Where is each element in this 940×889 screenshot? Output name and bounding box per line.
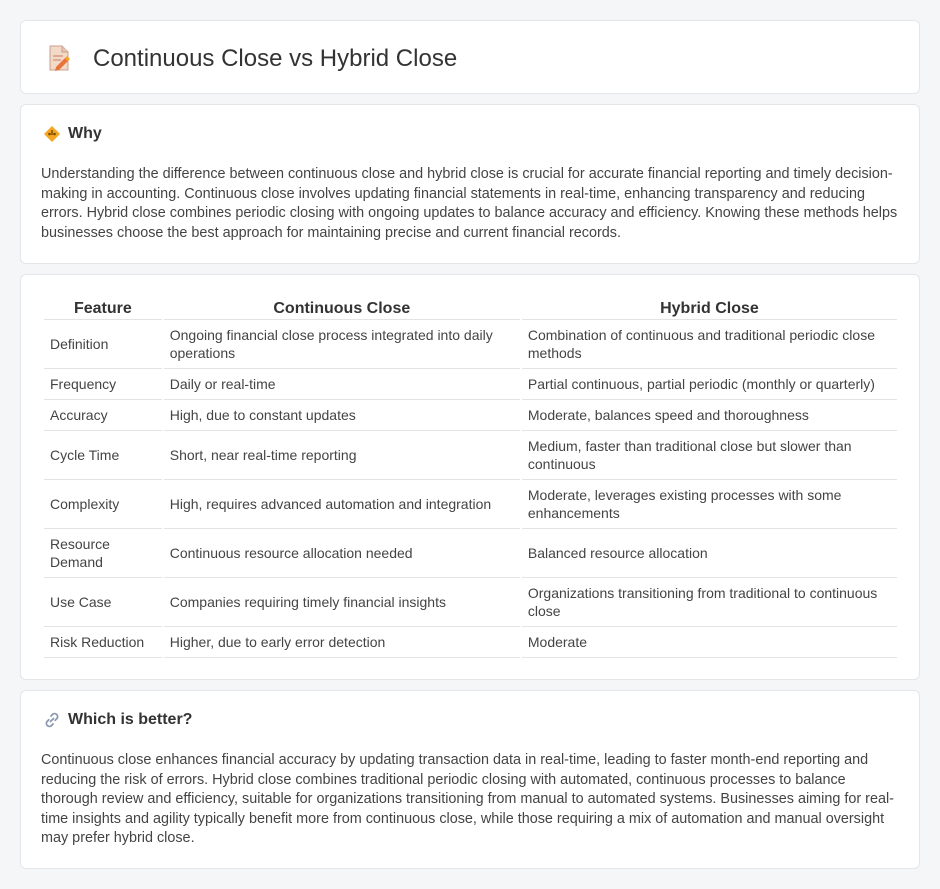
page-title: Continuous Close vs Hybrid Close [93, 45, 458, 72]
continuous-cell: Companies requiring timely financial insights [164, 578, 520, 627]
hybrid-cell: Moderate, balances speed and thoroughness [522, 400, 897, 431]
feature-cell: Risk Reduction [44, 627, 162, 658]
hybrid-cell: Medium, faster than traditional close but slower than continuous [522, 431, 897, 480]
table-row [44, 431, 897, 480]
page-header [47, 42, 457, 74]
table-header-row [44, 295, 897, 320]
continuous-cell: Continuous resource allocation needed [164, 529, 520, 578]
column-header-feature: Feature [44, 295, 162, 320]
feature-cell: Resource Demand [44, 529, 162, 578]
column-header-hybrid: Hybrid Close [522, 295, 897, 320]
feature-cell: Cycle Time [44, 431, 162, 480]
document-edit-icon [47, 43, 71, 73]
feature-cell: Use Case [44, 578, 162, 627]
feature-cell: Frequency [44, 369, 162, 400]
diamond-warning-icon [43, 125, 61, 143]
table-row [44, 480, 897, 529]
continuous-cell: Ongoing financial close process integrated into daily operations [164, 320, 520, 369]
table-row [44, 320, 897, 369]
continuous-cell: Daily or real-time [164, 369, 520, 400]
continuous-cell: Short, near real-time reporting [164, 431, 520, 480]
better-heading-row [43, 711, 192, 729]
table-row [44, 369, 897, 400]
better-section [20, 690, 920, 869]
comparison-table [42, 295, 899, 658]
hybrid-cell: Organizations transitioning from traditional to continuous close [522, 578, 897, 627]
why-heading-row [43, 125, 102, 143]
continuous-cell: High, due to constant updates [164, 400, 520, 431]
feature-cell: Complexity [44, 480, 162, 529]
why-text: Understanding the difference between continuous close and hybrid close is crucial for accurate financial reporting and timely decision-making in accounting. Continuous close involves updating financial statements in real-time, enhancing transparency and reducing errors. Hybrid close combines periodic closing with ongoing updates to balance accuracy and efficiency. Knowing these methods helps businesses choose the best approach for maintaining precise and current financial records. [41, 166, 898, 241]
hybrid-cell: Moderate [522, 627, 897, 658]
better-heading: Which is better? [68, 711, 193, 728]
column-header-continuous: Continuous Close [164, 295, 520, 320]
hybrid-cell: Balanced resource allocation [522, 529, 897, 578]
hybrid-cell: Combination of continuous and traditional periodic close methods [522, 320, 897, 369]
hybrid-cell: Partial continuous, partial periodic (monthly or quarterly) [522, 369, 897, 400]
feature-cell: Definition [44, 320, 162, 369]
feature-cell: Accuracy [44, 400, 162, 431]
table-row [44, 627, 897, 658]
table-row [44, 529, 897, 578]
why-section [20, 104, 920, 264]
why-heading: Why [68, 125, 102, 142]
table-row [44, 578, 897, 627]
continuous-cell: Higher, due to early error detection [164, 627, 520, 658]
continuous-cell: High, requires advanced automation and integration [164, 480, 520, 529]
hybrid-cell: Moderate, leverages existing processes with some enhancements [522, 480, 897, 529]
comparison-card [20, 274, 920, 680]
link-icon [43, 711, 61, 729]
better-text: Continuous close enhances financial accuracy by updating transaction data in real-time, leading to faster month-end reporting and reducing the risk of errors. Hybrid close combines traditional periodic closing with automated, continuous processes to balance thorough review and efficiency, suitable for organizations transitioning from manual to automated systems. Businesses aiming for real-time insights and agility typically benefit more from continuous close, while those requiring a mix of automation and manual oversight may prefer hybrid close. [41, 752, 894, 846]
table-row [44, 400, 897, 431]
header-card [20, 20, 920, 94]
